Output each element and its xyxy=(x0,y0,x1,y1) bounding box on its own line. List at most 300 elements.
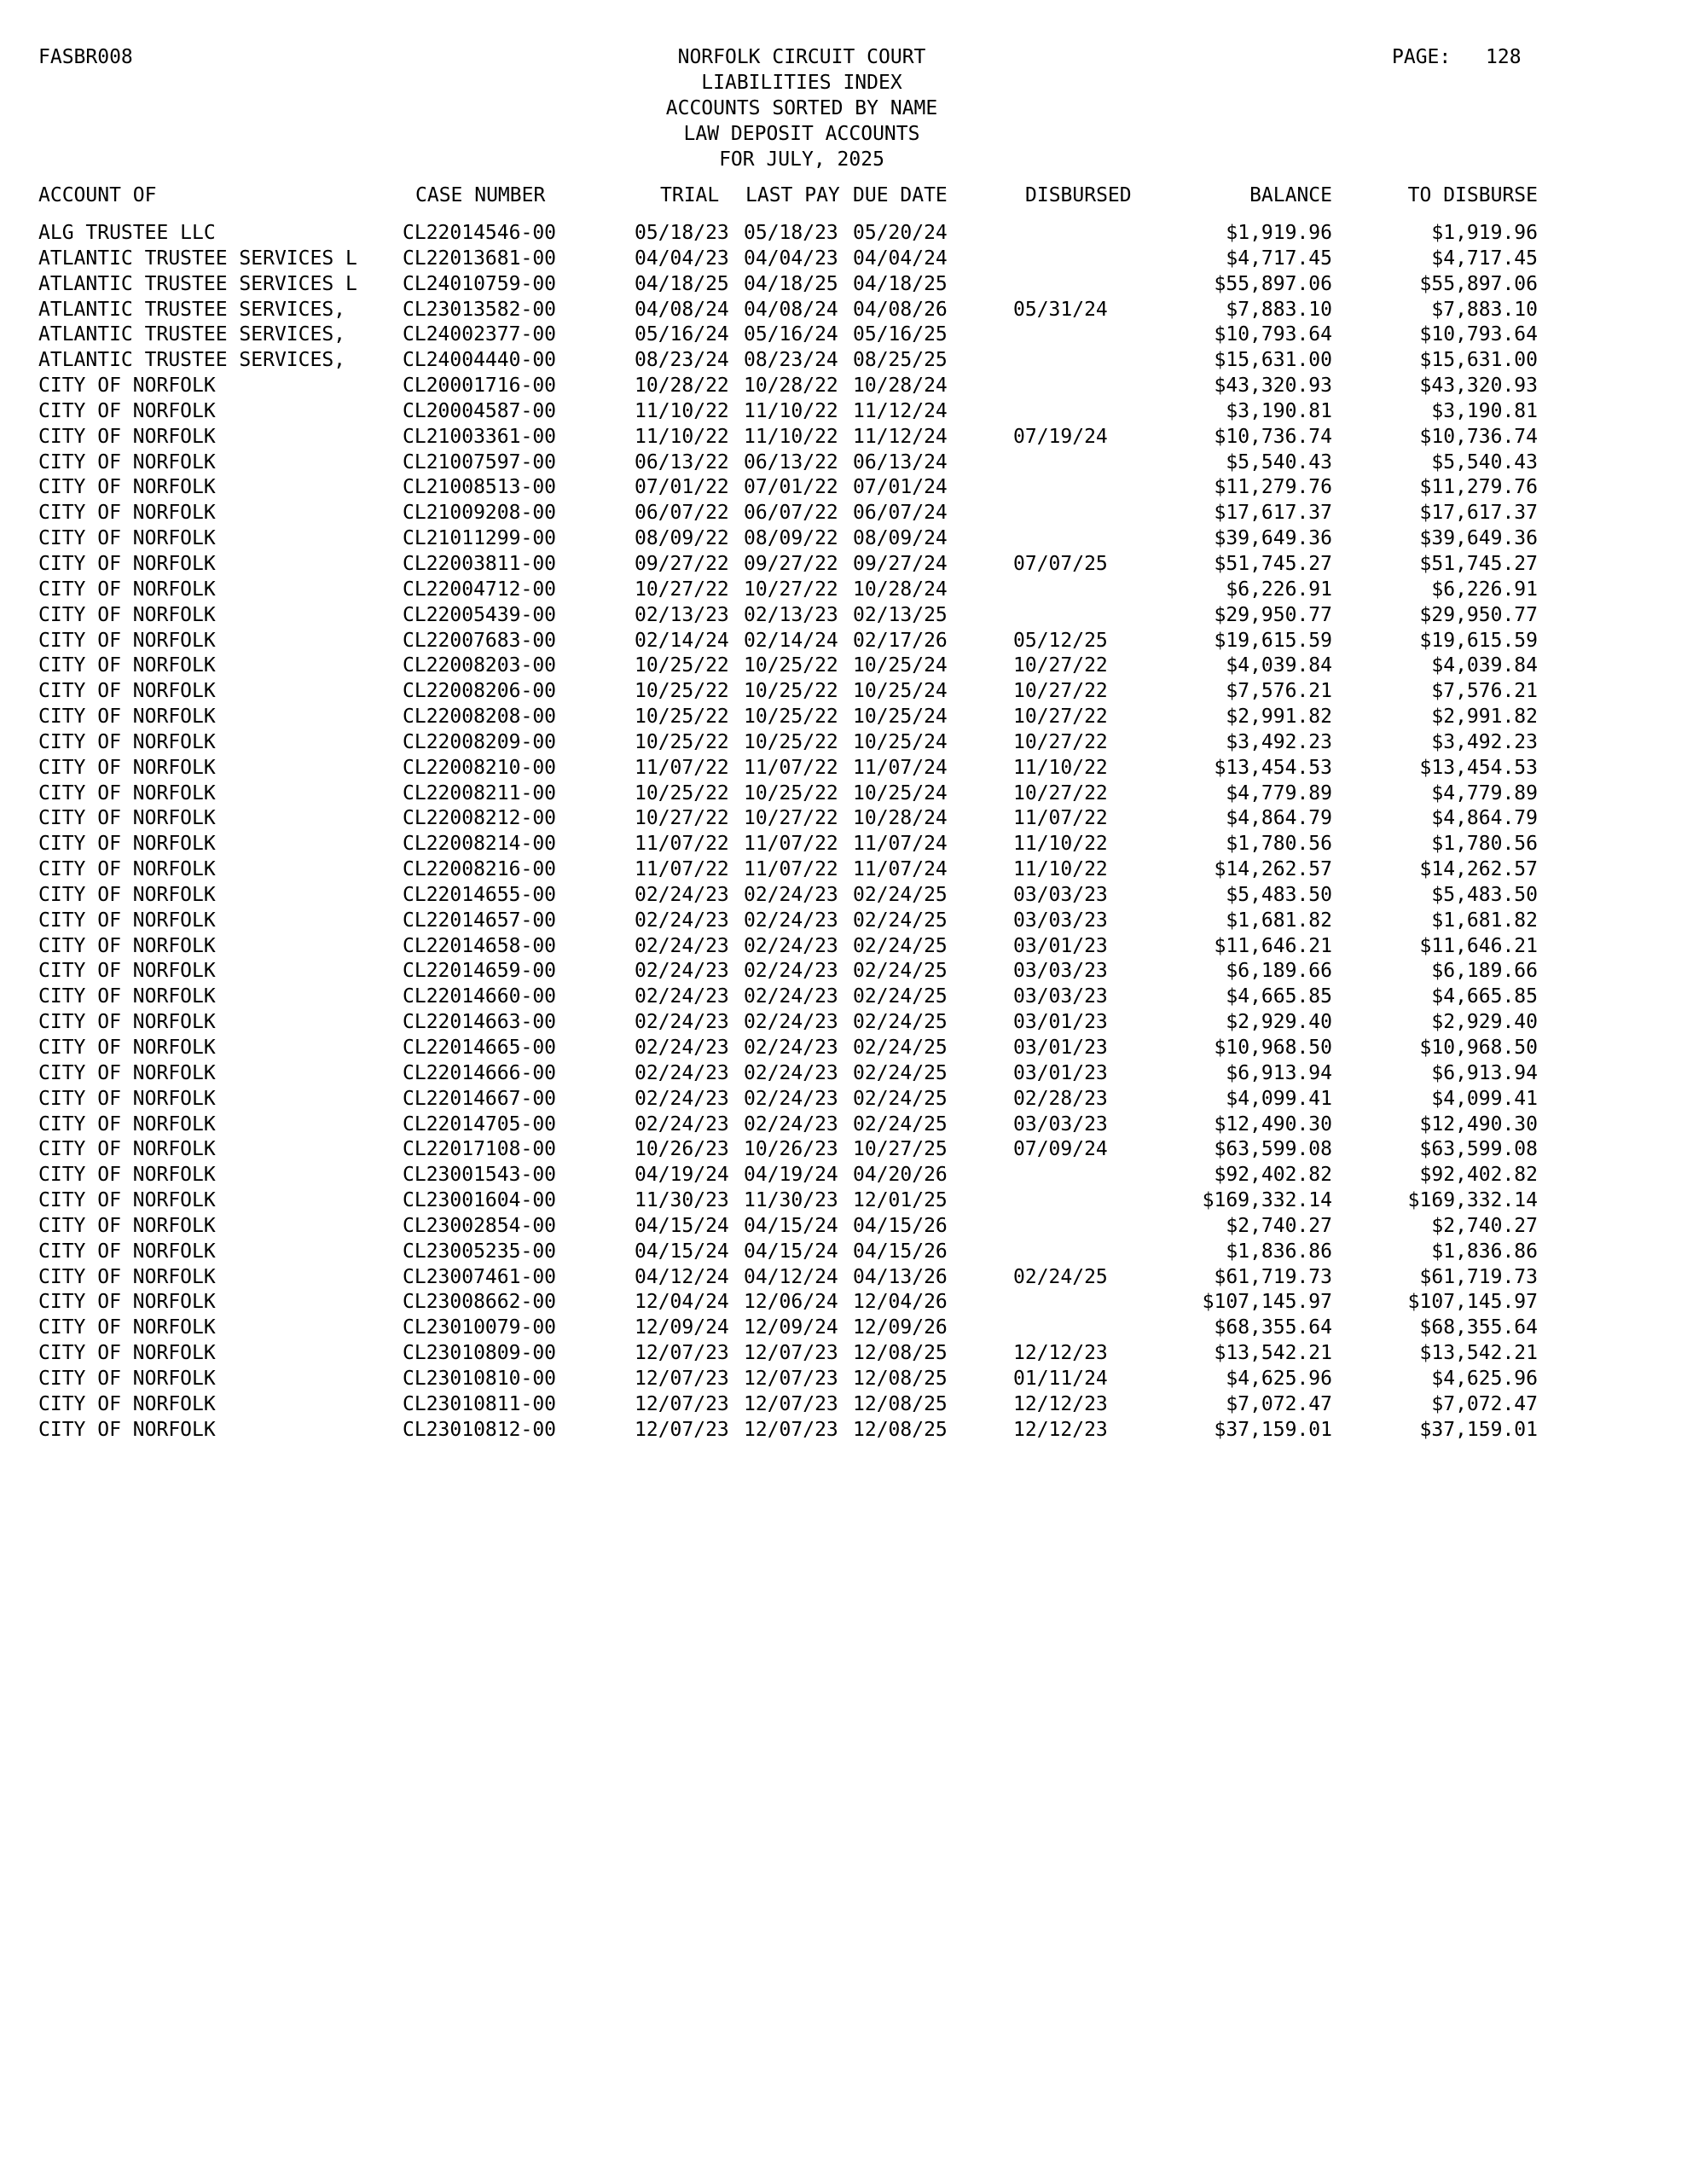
table-row xyxy=(0,1316,1687,1341)
cell-case-number: CL22008211-00 xyxy=(403,781,557,804)
cell-trial: 11/10/22 xyxy=(635,399,729,422)
cell-case-number: CL22008203-00 xyxy=(403,654,557,677)
cell-trial: 02/24/23 xyxy=(635,909,729,932)
cell-case-number: CL22003811-00 xyxy=(403,552,557,575)
table-row xyxy=(0,526,1687,552)
cell-last-pay: 04/08/24 xyxy=(744,298,838,321)
table-row xyxy=(0,1214,1687,1240)
cell-disbursed: 02/24/25 xyxy=(1013,1265,1108,1288)
cell-case-number: CL23008662-00 xyxy=(403,1291,557,1314)
cell-due-date: 04/20/26 xyxy=(853,1164,948,1187)
table-row xyxy=(0,1036,1687,1061)
cell-last-pay: 10/27/22 xyxy=(744,807,838,830)
cell-due-date: 12/08/25 xyxy=(853,1342,948,1365)
cell-due-date: 06/13/24 xyxy=(853,450,948,473)
table-row xyxy=(0,653,1687,679)
cell-disbursed: 03/03/23 xyxy=(1013,1112,1108,1136)
cell-case-number: CL21007597-00 xyxy=(403,450,557,473)
cell-disbursed: 03/03/23 xyxy=(1013,883,1108,906)
column-header-to-disburse: TO DISBURSE xyxy=(1407,184,1538,206)
cell-due-date: 02/13/25 xyxy=(853,603,948,626)
table-row xyxy=(0,298,1687,323)
column-header-case-number: CASE NUMBER xyxy=(415,184,546,206)
cell-balance: $4,779.89 xyxy=(1226,781,1332,804)
cell-to-disburse: $10,793.64 xyxy=(1419,323,1538,346)
cell-case-number: CL23010079-00 xyxy=(403,1316,557,1339)
cell-account-of: CITY OF NORFOLK xyxy=(38,883,216,906)
cell-to-disburse: $6,226.91 xyxy=(1431,578,1538,601)
page-label: PAGE: xyxy=(1392,46,1452,68)
table-row xyxy=(0,247,1687,272)
cell-account-of: ATLANTIC TRUSTEE SERVICES L xyxy=(38,272,357,295)
cell-to-disburse: $15,631.00 xyxy=(1419,349,1538,372)
table-row xyxy=(0,603,1687,629)
cell-to-disburse: $5,540.43 xyxy=(1431,450,1538,473)
cell-last-pay: 10/25/22 xyxy=(744,781,838,804)
cell-disbursed: 03/03/23 xyxy=(1013,960,1108,983)
table-row xyxy=(0,806,1687,832)
cell-case-number: CL22008216-00 xyxy=(403,858,557,881)
cell-to-disburse: $37,159.01 xyxy=(1419,1418,1538,1441)
cell-disbursed: 01/11/24 xyxy=(1013,1367,1108,1390)
cell-trial: 02/24/23 xyxy=(635,934,729,957)
cell-trial: 11/10/22 xyxy=(635,425,729,448)
cell-disbursed: 12/12/23 xyxy=(1013,1342,1108,1365)
cell-due-date: 08/09/24 xyxy=(853,527,948,550)
cell-disbursed: 07/07/25 xyxy=(1013,552,1108,575)
cell-to-disburse: $6,913.94 xyxy=(1431,1061,1538,1084)
table-row xyxy=(0,1265,1687,1291)
cell-account-of: CITY OF NORFOLK xyxy=(38,1316,216,1339)
cell-last-pay: 10/26/23 xyxy=(744,1138,838,1161)
cell-to-disburse: $63,599.08 xyxy=(1419,1138,1538,1161)
cell-balance: $10,968.50 xyxy=(1214,1037,1332,1059)
cell-last-pay: 05/18/23 xyxy=(744,222,838,244)
table-row xyxy=(0,1188,1687,1214)
cell-account-of: ATLANTIC TRUSTEE SERVICES, xyxy=(38,298,346,321)
cell-due-date: 05/20/24 xyxy=(853,222,948,244)
table-row xyxy=(0,272,1687,298)
cell-account-of: CITY OF NORFOLK xyxy=(38,1342,216,1365)
cell-trial: 11/07/22 xyxy=(635,833,729,856)
cell-account-of: CITY OF NORFOLK xyxy=(38,1418,216,1441)
table-row xyxy=(0,756,1687,781)
table-row xyxy=(0,781,1687,807)
cell-trial: 12/07/23 xyxy=(635,1342,729,1365)
cell-to-disburse: $5,483.50 xyxy=(1431,883,1538,906)
cell-balance: $3,190.81 xyxy=(1226,399,1332,422)
cell-trial: 11/30/23 xyxy=(635,1189,729,1212)
cell-case-number: CL22014657-00 xyxy=(403,909,557,932)
table-row xyxy=(0,1290,1687,1316)
cell-last-pay: 10/25/22 xyxy=(744,654,838,677)
cell-account-of: CITY OF NORFOLK xyxy=(38,629,216,652)
cell-due-date: 02/24/25 xyxy=(853,883,948,906)
cell-trial: 02/24/23 xyxy=(635,960,729,983)
cell-account-of: CITY OF NORFOLK xyxy=(38,1011,216,1034)
cell-to-disburse: $68,355.64 xyxy=(1419,1316,1538,1339)
cell-due-date: 04/15/26 xyxy=(853,1240,948,1263)
table-row xyxy=(0,1163,1687,1188)
cell-case-number: CL23002854-00 xyxy=(403,1214,557,1237)
cell-account-of: CITY OF NORFOLK xyxy=(38,450,216,473)
column-header-balance: BALANCE xyxy=(1249,184,1332,206)
cell-last-pay: 04/15/24 xyxy=(744,1214,838,1237)
table-row xyxy=(0,221,1687,247)
cell-disbursed: 03/01/23 xyxy=(1013,1011,1108,1034)
cell-due-date: 04/15/26 xyxy=(853,1214,948,1237)
cell-trial: 10/26/23 xyxy=(635,1138,729,1161)
cell-last-pay: 02/14/24 xyxy=(744,629,838,652)
cell-case-number: CL22014705-00 xyxy=(403,1112,557,1136)
cell-balance: $43,320.93 xyxy=(1214,375,1332,398)
cell-to-disburse: $13,542.21 xyxy=(1419,1342,1538,1365)
table-row xyxy=(0,909,1687,934)
cell-account-of: CITY OF NORFOLK xyxy=(38,1392,216,1415)
cell-due-date: 11/12/24 xyxy=(853,425,948,448)
cell-to-disburse: $10,736.74 xyxy=(1419,425,1538,448)
cell-due-date: 10/25/24 xyxy=(853,781,948,804)
table-row xyxy=(0,1418,1687,1443)
cell-trial: 06/07/22 xyxy=(635,502,729,525)
table-row xyxy=(0,1061,1687,1087)
table-row xyxy=(0,1010,1687,1036)
cell-balance: $51,745.27 xyxy=(1214,552,1332,575)
cell-account-of: CITY OF NORFOLK xyxy=(38,375,216,398)
cell-trial: 04/12/24 xyxy=(635,1265,729,1288)
cell-trial: 10/27/22 xyxy=(635,807,729,830)
cell-last-pay: 02/24/23 xyxy=(744,1037,838,1059)
cell-balance: $4,099.41 xyxy=(1226,1087,1332,1110)
cell-due-date: 05/16/25 xyxy=(853,323,948,346)
cell-trial: 12/07/23 xyxy=(635,1392,729,1415)
cell-account-of: CITY OF NORFOLK xyxy=(38,781,216,804)
table-row xyxy=(0,730,1687,756)
cell-balance: $5,540.43 xyxy=(1226,450,1332,473)
cell-trial: 08/09/22 xyxy=(635,527,729,550)
cell-account-of: CITY OF NORFOLK xyxy=(38,730,216,753)
cell-due-date: 12/08/25 xyxy=(853,1418,948,1441)
cell-account-of: CITY OF NORFOLK xyxy=(38,1112,216,1136)
cell-case-number: CL21008513-00 xyxy=(403,476,557,499)
cell-balance: $4,717.45 xyxy=(1226,247,1332,270)
cell-due-date: 11/07/24 xyxy=(853,833,948,856)
cell-to-disburse: $1,780.56 xyxy=(1431,833,1538,856)
cell-trial: 12/07/23 xyxy=(635,1367,729,1390)
cell-case-number: CL22014546-00 xyxy=(403,222,557,244)
cell-last-pay: 04/19/24 xyxy=(744,1164,838,1187)
cell-to-disburse: $3,492.23 xyxy=(1431,730,1538,753)
report-title-block xyxy=(631,44,972,172)
cell-disbursed: 05/31/24 xyxy=(1013,298,1108,321)
cell-account-of: CITY OF NORFOLK xyxy=(38,807,216,830)
cell-due-date: 10/25/24 xyxy=(853,654,948,677)
cell-to-disburse: $4,039.84 xyxy=(1431,654,1538,677)
cell-trial: 07/01/22 xyxy=(635,476,729,499)
cell-account-of: CITY OF NORFOLK xyxy=(38,1265,216,1288)
cell-trial: 02/24/23 xyxy=(635,985,729,1008)
cell-disbursed: 10/27/22 xyxy=(1013,654,1108,677)
table-header xyxy=(0,183,1687,208)
cell-due-date: 11/07/24 xyxy=(853,858,948,881)
cell-disbursed: 11/10/22 xyxy=(1013,833,1108,856)
cell-due-date: 10/25/24 xyxy=(853,706,948,729)
cell-last-pay: 11/30/23 xyxy=(744,1189,838,1212)
cell-trial: 02/24/23 xyxy=(635,1061,729,1084)
cell-last-pay: 10/25/22 xyxy=(744,680,838,703)
cell-due-date: 11/12/24 xyxy=(853,399,948,422)
cell-last-pay: 11/10/22 xyxy=(744,399,838,422)
cell-balance: $7,576.21 xyxy=(1226,680,1332,703)
cell-balance: $15,631.00 xyxy=(1214,349,1332,372)
cell-last-pay: 05/16/24 xyxy=(744,323,838,346)
cell-to-disburse: $4,665.85 xyxy=(1431,985,1538,1008)
cell-case-number: CL22014660-00 xyxy=(403,985,557,1008)
cell-disbursed: 12/12/23 xyxy=(1013,1418,1108,1441)
cell-due-date: 04/18/25 xyxy=(853,272,948,295)
cell-balance: $1,780.56 xyxy=(1226,833,1332,856)
cell-to-disburse: $7,883.10 xyxy=(1431,298,1538,321)
cell-case-number: CL24010759-00 xyxy=(403,272,557,295)
cell-due-date: 06/07/24 xyxy=(853,502,948,525)
cell-account-of: CITY OF NORFOLK xyxy=(38,399,216,422)
cell-case-number: CL22008206-00 xyxy=(403,680,557,703)
cell-balance: $4,625.96 xyxy=(1226,1367,1332,1390)
cell-trial: 10/25/22 xyxy=(635,781,729,804)
cell-account-of: CITY OF NORFOLK xyxy=(38,833,216,856)
report-title-line: LAW DEPOSIT ACCOUNTS xyxy=(683,123,920,145)
cell-case-number: CL23010811-00 xyxy=(403,1392,557,1415)
cell-due-date: 02/24/25 xyxy=(853,985,948,1008)
cell-balance: $1,836.86 xyxy=(1226,1240,1332,1263)
cell-last-pay: 02/24/23 xyxy=(744,985,838,1008)
table-row xyxy=(0,399,1687,425)
table-row xyxy=(0,501,1687,526)
column-header-account-of: ACCOUNT OF xyxy=(38,184,157,206)
cell-to-disburse: $2,929.40 xyxy=(1431,1011,1538,1034)
table-row xyxy=(0,629,1687,654)
cell-case-number: CL22005439-00 xyxy=(403,603,557,626)
cell-last-pay: 12/06/24 xyxy=(744,1291,838,1314)
cell-balance: $10,793.64 xyxy=(1214,323,1332,346)
cell-balance: $2,740.27 xyxy=(1226,1214,1332,1237)
cell-due-date: 08/25/25 xyxy=(853,349,948,372)
cell-case-number: CL22008209-00 xyxy=(403,730,557,753)
cell-to-disburse: $29,950.77 xyxy=(1419,603,1538,626)
cell-balance: $61,719.73 xyxy=(1214,1265,1332,1288)
cell-due-date: 11/07/24 xyxy=(853,756,948,779)
cell-balance: $4,665.85 xyxy=(1226,985,1332,1008)
cell-due-date: 10/28/24 xyxy=(853,578,948,601)
cell-last-pay: 11/07/22 xyxy=(744,858,838,881)
cell-balance: $7,072.47 xyxy=(1226,1392,1332,1415)
cell-account-of: CITY OF NORFOLK xyxy=(38,476,216,499)
cell-case-number: CL22014659-00 xyxy=(403,960,557,983)
column-header-last-pay: LAST PAY xyxy=(745,184,840,206)
cell-due-date: 10/28/24 xyxy=(853,375,948,398)
cell-trial: 10/25/22 xyxy=(635,654,729,677)
cell-trial: 10/25/22 xyxy=(635,730,729,753)
cell-account-of: CITY OF NORFOLK xyxy=(38,425,216,448)
cell-last-pay: 02/24/23 xyxy=(744,1011,838,1034)
cell-balance: $14,262.57 xyxy=(1214,858,1332,881)
cell-account-of: CITY OF NORFOLK xyxy=(38,552,216,575)
cell-balance: $55,897.06 xyxy=(1214,272,1332,295)
cell-trial: 11/07/22 xyxy=(635,756,729,779)
cell-account-of: CITY OF NORFOLK xyxy=(38,502,216,525)
report-title-line: ACCOUNTS SORTED BY NAME xyxy=(665,97,938,119)
cell-trial: 04/19/24 xyxy=(635,1164,729,1187)
cell-last-pay: 02/24/23 xyxy=(744,909,838,932)
cell-due-date: 12/08/25 xyxy=(853,1392,948,1415)
cell-case-number: CL23010810-00 xyxy=(403,1367,557,1390)
report-title-line: LIABILITIES INDEX xyxy=(701,72,902,94)
cell-trial: 05/16/24 xyxy=(635,323,729,346)
cell-case-number: CL22008212-00 xyxy=(403,807,557,830)
cell-due-date: 04/04/24 xyxy=(853,247,948,270)
cell-case-number: CL23007461-00 xyxy=(403,1265,557,1288)
cell-disbursed: 10/27/22 xyxy=(1013,730,1108,753)
cell-due-date: 02/24/25 xyxy=(853,934,948,957)
cell-case-number: CL22014663-00 xyxy=(403,1011,557,1034)
cell-account-of: CITY OF NORFOLK xyxy=(38,934,216,957)
cell-due-date: 10/25/24 xyxy=(853,680,948,703)
cell-due-date: 10/27/25 xyxy=(853,1138,948,1161)
cell-account-of: CITY OF NORFOLK xyxy=(38,1214,216,1237)
cell-trial: 02/13/23 xyxy=(635,603,729,626)
cell-case-number: CL23005235-00 xyxy=(403,1240,557,1263)
cell-to-disburse: $61,719.73 xyxy=(1419,1265,1538,1288)
cell-case-number: CL22008208-00 xyxy=(403,706,557,729)
cell-last-pay: 02/24/23 xyxy=(744,1112,838,1136)
cell-balance: $1,919.96 xyxy=(1226,222,1332,244)
cell-to-disburse: $11,646.21 xyxy=(1419,934,1538,957)
cell-account-of: CITY OF NORFOLK xyxy=(38,756,216,779)
column-header-trial: TRIAL xyxy=(660,184,720,206)
cell-last-pay: 09/27/22 xyxy=(744,552,838,575)
cell-balance: $4,039.84 xyxy=(1226,654,1332,677)
cell-disbursed: 10/27/22 xyxy=(1013,706,1108,729)
cell-balance: $6,226.91 xyxy=(1226,578,1332,601)
table-row xyxy=(0,832,1687,857)
cell-case-number: CL21009208-00 xyxy=(403,502,557,525)
cell-case-number: CL23010809-00 xyxy=(403,1342,557,1365)
cell-last-pay: 11/07/22 xyxy=(744,833,838,856)
cell-disbursed: 03/01/23 xyxy=(1013,1037,1108,1059)
cell-trial: 04/15/24 xyxy=(635,1214,729,1237)
table-row xyxy=(0,348,1687,374)
cell-balance: $13,454.53 xyxy=(1214,756,1332,779)
table-row xyxy=(0,857,1687,883)
cell-disbursed: 07/09/24 xyxy=(1013,1138,1108,1161)
cell-account-of: CITY OF NORFOLK xyxy=(38,1037,216,1059)
cell-trial: 10/28/22 xyxy=(635,375,729,398)
cell-to-disburse: $11,279.76 xyxy=(1419,476,1538,499)
cell-disbursed: 03/01/23 xyxy=(1013,934,1108,957)
cell-last-pay: 12/07/23 xyxy=(744,1418,838,1441)
cell-case-number: CL24004440-00 xyxy=(403,349,557,372)
table-row xyxy=(0,934,1687,960)
cell-trial: 10/27/22 xyxy=(635,578,729,601)
table-row xyxy=(0,959,1687,985)
cell-last-pay: 08/23/24 xyxy=(744,349,838,372)
cell-account-of: CITY OF NORFOLK xyxy=(38,1164,216,1187)
cell-trial: 10/25/22 xyxy=(635,706,729,729)
cell-last-pay: 08/09/22 xyxy=(744,527,838,550)
cell-to-disburse: $2,991.82 xyxy=(1431,706,1538,729)
table-row xyxy=(0,322,1687,348)
cell-last-pay: 02/24/23 xyxy=(744,1087,838,1110)
cell-disbursed: 11/10/22 xyxy=(1013,756,1108,779)
cell-to-disburse: $92,402.82 xyxy=(1419,1164,1538,1187)
cell-last-pay: 12/07/23 xyxy=(744,1342,838,1365)
cell-case-number: CL23013582-00 xyxy=(403,298,557,321)
cell-case-number: CL24002377-00 xyxy=(403,323,557,346)
table-body xyxy=(0,221,1687,1443)
cell-to-disburse: $169,332.14 xyxy=(1407,1189,1538,1212)
cell-due-date: 12/08/25 xyxy=(853,1367,948,1390)
cell-to-disburse: $19,615.59 xyxy=(1419,629,1538,652)
cell-balance: $11,279.76 xyxy=(1214,476,1332,499)
cell-last-pay: 12/07/23 xyxy=(744,1392,838,1415)
cell-last-pay: 04/04/23 xyxy=(744,247,838,270)
cell-to-disburse: $12,490.30 xyxy=(1419,1112,1538,1136)
cell-account-of: ALG TRUSTEE LLC xyxy=(38,222,216,244)
cell-case-number: CL22014666-00 xyxy=(403,1061,557,1084)
cell-account-of: ATLANTIC TRUSTEE SERVICES, xyxy=(38,349,346,372)
cell-last-pay: 10/28/22 xyxy=(744,375,838,398)
cell-account-of: CITY OF NORFOLK xyxy=(38,527,216,550)
cell-case-number: CL22008214-00 xyxy=(403,833,557,856)
cell-to-disburse: $51,745.27 xyxy=(1419,552,1538,575)
cell-case-number: CL23001604-00 xyxy=(403,1189,557,1212)
cell-to-disburse: $14,262.57 xyxy=(1419,858,1538,881)
cell-case-number: CL22014665-00 xyxy=(403,1037,557,1059)
cell-balance: $5,483.50 xyxy=(1226,883,1332,906)
cell-balance: $68,355.64 xyxy=(1214,1316,1332,1339)
table-row xyxy=(0,1392,1687,1418)
cell-case-number: CL22014658-00 xyxy=(403,934,557,957)
column-header-disbursed: DISBURSED xyxy=(1025,184,1132,206)
cell-trial: 12/04/24 xyxy=(635,1291,729,1314)
cell-to-disburse: $107,145.97 xyxy=(1407,1291,1538,1314)
cell-case-number: CL23010812-00 xyxy=(403,1418,557,1441)
table-row xyxy=(0,552,1687,578)
cell-balance: $11,646.21 xyxy=(1214,934,1332,957)
cell-balance: $7,883.10 xyxy=(1226,298,1332,321)
cell-balance: $10,736.74 xyxy=(1214,425,1332,448)
cell-last-pay: 06/13/22 xyxy=(744,450,838,473)
table-row xyxy=(0,425,1687,450)
cell-last-pay: 07/01/22 xyxy=(744,476,838,499)
cell-disbursed: 12/12/23 xyxy=(1013,1392,1108,1415)
cell-case-number: CL22008210-00 xyxy=(403,756,557,779)
cell-trial: 04/04/23 xyxy=(635,247,729,270)
cell-last-pay: 02/24/23 xyxy=(744,934,838,957)
table-row xyxy=(0,883,1687,909)
cell-account-of: ATLANTIC TRUSTEE SERVICES L xyxy=(38,247,357,270)
cell-disbursed: 11/10/22 xyxy=(1013,858,1108,881)
cell-last-pay: 04/18/25 xyxy=(744,272,838,295)
cell-due-date: 02/24/25 xyxy=(853,1061,948,1084)
cell-to-disburse: $39,649.36 xyxy=(1419,527,1538,550)
column-header-due-date: DUE DATE xyxy=(853,184,948,206)
cell-balance: $6,189.66 xyxy=(1226,960,1332,983)
cell-balance: $2,929.40 xyxy=(1226,1011,1332,1034)
cell-balance: $19,615.59 xyxy=(1214,629,1332,652)
cell-account-of: CITY OF NORFOLK xyxy=(38,654,216,677)
cell-due-date: 02/24/25 xyxy=(853,1037,948,1059)
